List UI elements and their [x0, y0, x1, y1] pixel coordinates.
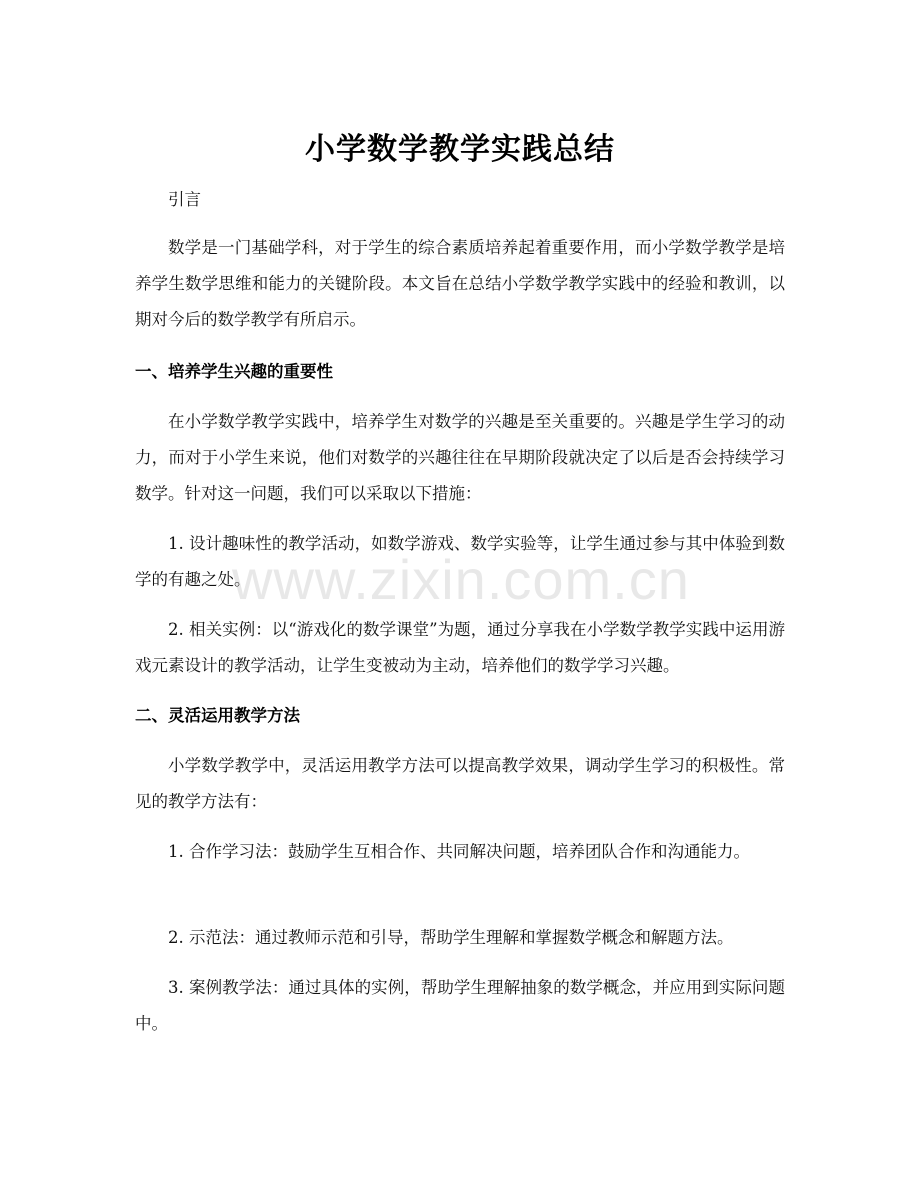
section-2-paragraph: 小学数学教学中，灵活运用教学方法可以提高教学效果，调动学生学习的积极性。常见的教学方法有：	[135, 756, 785, 811]
intro-paragraph: 数学是一门基础学科，对于学生的综合素质培养起着重要作用，而小学数学教学是培养学生数学思维和能力的关键阶段。本文旨在总结小学数学教学实践中的经验和教训，以期对今后的数学教学有所启示。	[135, 238, 785, 329]
section-2-heading: 二、灵活运用教学方法	[135, 706, 300, 725]
document-title: 小学数学教学实践总结	[305, 132, 615, 168]
section-2-item-3: 3. 案例教学法：通过具体的实例，帮助学生理解抽象的数学概念，并应用到实际问题中。	[135, 978, 785, 1033]
section-1-paragraph: 在小学数学教学实践中，培养学生对数学的兴趣是至关重要的。兴趣是学生学习的动力，而对于小学生来说，他们对数学的兴趣往往在早期阶段就决定了以后是否会持续学习数学。针对这一问题，我们可以采取以下措施：	[135, 412, 785, 503]
section-2-item-1: 1. 合作学习法：鼓励学生互相合作、共同解决问题，培养团队合作和沟通能力。	[168, 842, 750, 861]
section-2-item-2: 2. 示范法：通过教师示范和引导，帮助学生理解和掌握数学概念和解题方法。	[168, 928, 734, 947]
section-1-item-2: 2. 相关实例：以“游戏化的数学课堂”为题，通过分享我在小学数学教学实践中运用游戏元素设计的教学活动，让学生变被动为主动，培养他们的数学学习兴趣。	[135, 620, 785, 675]
watermark-text: www.zixin.com.cn	[232, 548, 690, 611]
section-1-item-1: 1. 设计趣味性的教学活动，如数学游戏、数学实验等，让学生通过参与其中体验到数学的有趣之处。	[135, 534, 785, 589]
section-1-heading: 一、培养学生兴趣的重要性	[135, 362, 333, 381]
intro-label: 引言	[168, 190, 201, 209]
